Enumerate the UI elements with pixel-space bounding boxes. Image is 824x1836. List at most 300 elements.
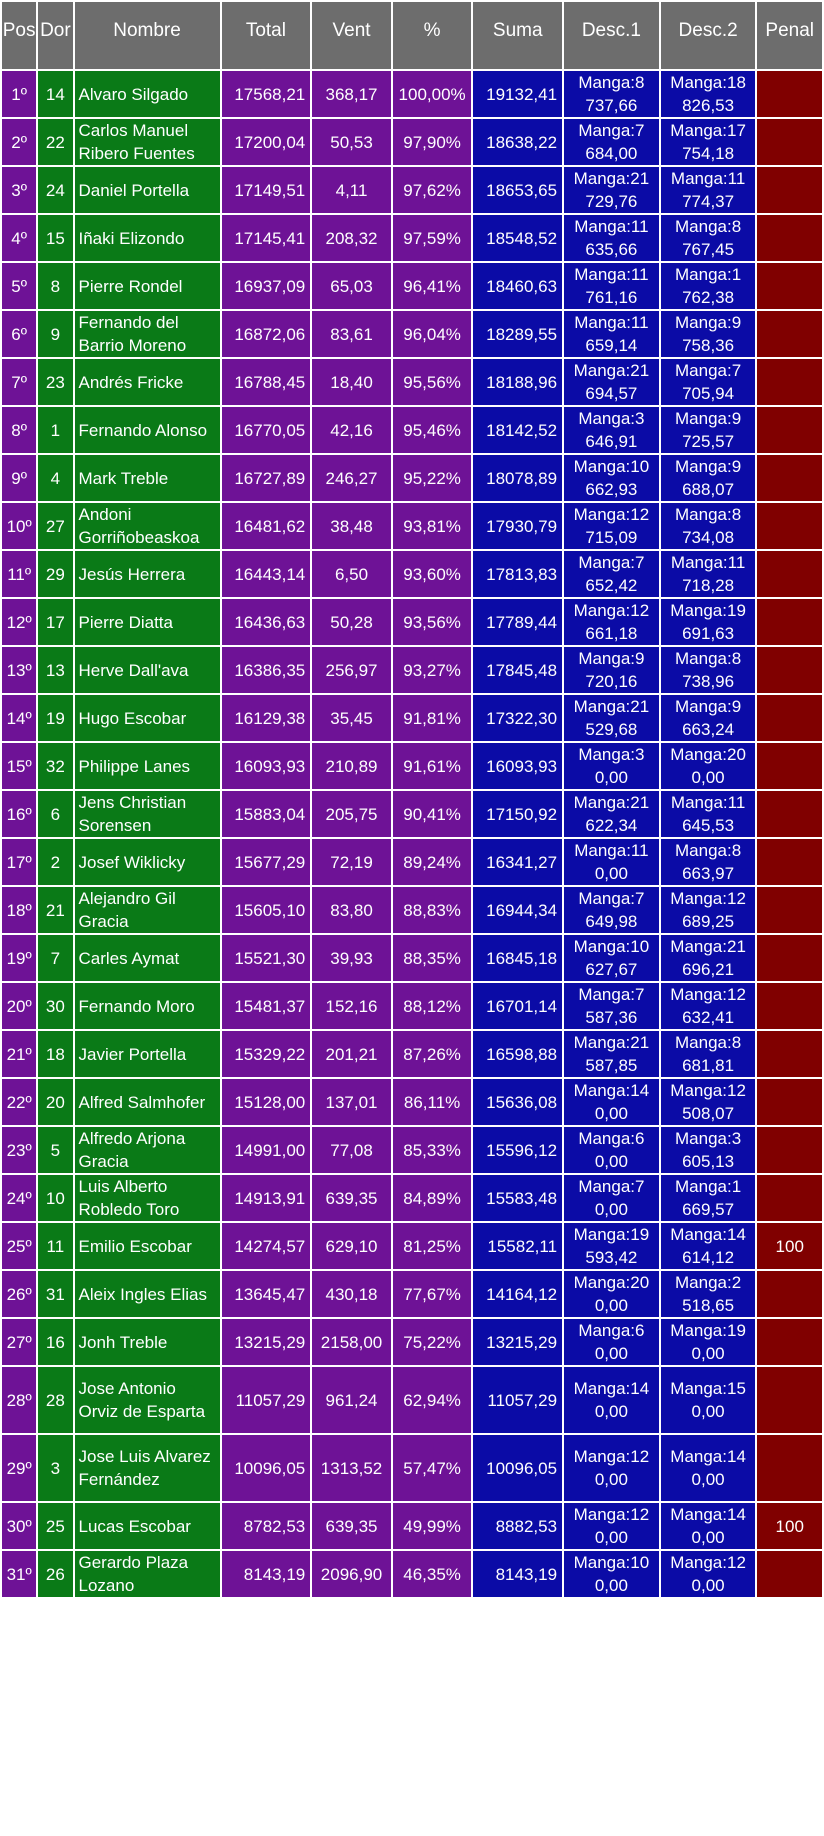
table-row[interactable] bbox=[2, 839, 822, 885]
cell-desc2 bbox=[661, 359, 756, 405]
cell-desc1-manga: Manga:11 bbox=[574, 841, 649, 860]
cell-vent: 961,24 bbox=[312, 1367, 391, 1433]
cell-desc1-value: 720,16 bbox=[585, 672, 638, 691]
cell-dor: 15 bbox=[38, 215, 72, 261]
cell-desc2-value: 508,07 bbox=[682, 1104, 735, 1123]
cell-desc1 bbox=[564, 551, 659, 597]
cell-percent: 93,60% bbox=[393, 551, 472, 597]
cell-suma: 17813,83 bbox=[473, 551, 562, 597]
cell-pos: 7º bbox=[2, 359, 36, 405]
cell-desc1-value: 0,00 bbox=[594, 1470, 628, 1489]
cell-desc1-manga: Manga:8 bbox=[578, 73, 645, 92]
cell-desc1-value: 622,34 bbox=[585, 816, 638, 835]
cell-pos: 27º bbox=[2, 1319, 36, 1365]
cell-desc2-value: 762,38 bbox=[682, 288, 735, 307]
cell-percent: 93,27% bbox=[393, 647, 472, 693]
cell-desc1-value: 694,57 bbox=[585, 384, 638, 403]
header-desc1[interactable]: Desc.1 bbox=[564, 2, 659, 69]
cell-dor: 14 bbox=[38, 71, 72, 117]
cell-pos: 23º bbox=[2, 1127, 36, 1173]
cell-desc1 bbox=[564, 1319, 659, 1365]
table-row[interactable] bbox=[2, 1175, 822, 1221]
table-row[interactable] bbox=[2, 1031, 822, 1077]
cell-desc2-value: 669,57 bbox=[682, 1200, 735, 1219]
table-row[interactable] bbox=[2, 599, 822, 645]
cell-penal bbox=[757, 887, 822, 933]
cell-dor: 17 bbox=[38, 599, 72, 645]
cell-suma: 15596,12 bbox=[473, 1127, 562, 1173]
cell-desc1-manga: Manga:11 bbox=[574, 217, 649, 236]
cell-nombre: Alfredo Arjona Gracia bbox=[75, 1127, 220, 1173]
cell-vent: 83,80 bbox=[312, 887, 391, 933]
cell-desc2-manga: Manga:8 bbox=[675, 1033, 742, 1052]
cell-total: 17145,41 bbox=[222, 215, 311, 261]
cell-suma: 15582,11 bbox=[473, 1223, 562, 1269]
cell-desc2 bbox=[661, 311, 756, 357]
table-row[interactable] bbox=[2, 551, 822, 597]
cell-dor: 8 bbox=[38, 263, 72, 309]
header-vent[interactable]: Vent bbox=[312, 2, 391, 69]
cell-dor: 32 bbox=[38, 743, 72, 789]
cell-desc1-manga: Manga:11 bbox=[574, 313, 649, 332]
cell-nombre: Philippe Lanes bbox=[75, 743, 220, 789]
cell-penal bbox=[757, 1367, 822, 1433]
header-dor[interactable]: Dor bbox=[38, 2, 72, 69]
table-row[interactable] bbox=[2, 647, 822, 693]
cell-total: 15521,30 bbox=[222, 935, 311, 981]
cell-nombre: Aleix Ingles Elias bbox=[75, 1271, 220, 1317]
cell-penal bbox=[757, 1319, 822, 1365]
cell-vent: 639,35 bbox=[312, 1175, 391, 1221]
cell-desc1-value: 0,00 bbox=[594, 1152, 628, 1171]
cell-desc1-manga: Manga:6 bbox=[578, 1129, 645, 1148]
table-row[interactable] bbox=[2, 455, 822, 501]
table-row[interactable] bbox=[2, 311, 822, 357]
cell-desc2-value: 767,45 bbox=[682, 240, 735, 259]
cell-dor: 2 bbox=[38, 839, 72, 885]
cell-vent: 201,21 bbox=[312, 1031, 391, 1077]
cell-suma: 18548,52 bbox=[473, 215, 562, 261]
cell-vent: 2096,90 bbox=[312, 1551, 391, 1597]
cell-dor: 10 bbox=[38, 1175, 72, 1221]
cell-desc1 bbox=[564, 743, 659, 789]
cell-desc1-manga: Manga:3 bbox=[578, 409, 645, 428]
table-row[interactable] bbox=[2, 1503, 822, 1549]
table-row[interactable] bbox=[2, 1435, 822, 1501]
cell-pos: 29º bbox=[2, 1435, 36, 1501]
cell-pos: 30º bbox=[2, 1503, 36, 1549]
cell-desc1-manga: Manga:10 bbox=[573, 937, 650, 956]
table-row[interactable] bbox=[2, 1271, 822, 1317]
cell-total: 16093,93 bbox=[222, 743, 311, 789]
cell-total: 16872,06 bbox=[222, 311, 311, 357]
cell-desc2 bbox=[661, 1031, 756, 1077]
table-row[interactable] bbox=[2, 119, 822, 165]
table-row[interactable] bbox=[2, 1079, 822, 1125]
cell-desc1-manga: Manga:7 bbox=[578, 1177, 645, 1196]
cell-total: 15677,29 bbox=[222, 839, 311, 885]
table-row[interactable] bbox=[2, 935, 822, 981]
cell-percent: 91,81% bbox=[393, 695, 472, 741]
cell-percent: 95,56% bbox=[393, 359, 472, 405]
cell-vent: 629,10 bbox=[312, 1223, 391, 1269]
cell-vent: 639,35 bbox=[312, 1503, 391, 1549]
table-row[interactable] bbox=[2, 263, 822, 309]
cell-pos: 8º bbox=[2, 407, 36, 453]
cell-desc1 bbox=[564, 1079, 659, 1125]
cell-suma: 11057,29 bbox=[473, 1367, 562, 1433]
cell-desc1-value: 715,09 bbox=[585, 528, 638, 547]
cell-vent: 210,89 bbox=[312, 743, 391, 789]
cell-suma: 16845,18 bbox=[473, 935, 562, 981]
cell-dor: 3 bbox=[38, 1435, 72, 1501]
cell-vent: 246,27 bbox=[312, 455, 391, 501]
cell-suma: 18460,63 bbox=[473, 263, 562, 309]
cell-desc1-value: 652,42 bbox=[585, 576, 638, 595]
cell-nombre: Andoni Gorriñobeaskoa bbox=[75, 503, 220, 549]
cell-penal bbox=[757, 839, 822, 885]
cell-vent: 50,28 bbox=[312, 599, 391, 645]
cell-total: 16727,89 bbox=[222, 455, 311, 501]
cell-total: 13645,47 bbox=[222, 1271, 311, 1317]
cell-nombre: Alfred Salmhofer bbox=[75, 1079, 220, 1125]
table-row[interactable] bbox=[2, 1319, 822, 1365]
cell-desc2-manga: Manga:9 bbox=[675, 457, 742, 476]
cell-desc2 bbox=[661, 983, 756, 1029]
cell-desc1 bbox=[564, 71, 659, 117]
cell-dor: 9 bbox=[38, 311, 72, 357]
table-row[interactable] bbox=[2, 695, 822, 741]
cell-desc1-manga: Manga:21 bbox=[573, 793, 650, 812]
cell-penal bbox=[757, 1031, 822, 1077]
cell-desc2 bbox=[661, 839, 756, 885]
cell-suma: 17845,48 bbox=[473, 647, 562, 693]
cell-nombre: Carles Aymat bbox=[75, 935, 220, 981]
cell-desc1-manga: Manga:7 bbox=[578, 889, 645, 908]
cell-nombre: Jose Antonio Orviz de Esparta bbox=[75, 1367, 220, 1433]
cell-penal bbox=[757, 551, 822, 597]
cell-vent: 42,16 bbox=[312, 407, 391, 453]
cell-desc2-value: 632,41 bbox=[682, 1008, 735, 1027]
cell-suma: 15583,48 bbox=[473, 1175, 562, 1221]
cell-desc1-value: 649,98 bbox=[585, 912, 638, 931]
cell-desc2-value: 0,00 bbox=[691, 1344, 725, 1363]
cell-suma: 18653,65 bbox=[473, 167, 562, 213]
cell-penal bbox=[757, 791, 822, 837]
cell-percent: 46,35% bbox=[393, 1551, 472, 1597]
cell-desc1-manga: Manga:9 bbox=[578, 649, 645, 668]
cell-desc2-value: 663,97 bbox=[682, 864, 735, 883]
cell-desc2-value: 663,24 bbox=[682, 720, 735, 739]
cell-nombre: Javier Portella bbox=[75, 1031, 220, 1077]
table-row[interactable] bbox=[2, 1551, 822, 1597]
cell-pos: 31º bbox=[2, 1551, 36, 1597]
cell-percent: 91,61% bbox=[393, 743, 472, 789]
cell-penal bbox=[757, 599, 822, 645]
cell-desc2-value: 614,12 bbox=[682, 1248, 735, 1267]
cell-vent: 2158,00 bbox=[312, 1319, 391, 1365]
cell-vent: 35,45 bbox=[312, 695, 391, 741]
cell-desc1-manga: Manga:10 bbox=[573, 1553, 650, 1572]
cell-suma: 18188,96 bbox=[473, 359, 562, 405]
cell-desc2-manga: Manga:12 bbox=[670, 1081, 746, 1100]
cell-desc2-value: 725,57 bbox=[682, 432, 735, 451]
cell-vent: 152,16 bbox=[312, 983, 391, 1029]
cell-suma: 8143,19 bbox=[473, 1551, 562, 1597]
cell-desc1-value: 635,66 bbox=[585, 240, 638, 259]
cell-desc2-manga: Manga:1 bbox=[675, 1177, 742, 1196]
cell-percent: 97,62% bbox=[393, 167, 472, 213]
cell-desc2-value: 705,94 bbox=[682, 384, 735, 403]
cell-dor: 29 bbox=[38, 551, 72, 597]
cell-dor: 25 bbox=[38, 1503, 72, 1549]
cell-desc1 bbox=[564, 599, 659, 645]
cell-desc2-value: 758,36 bbox=[682, 336, 735, 355]
cell-percent: 57,47% bbox=[393, 1435, 472, 1501]
cell-desc2-manga: Manga:19 bbox=[670, 601, 746, 620]
cell-nombre: Alejandro Gil Gracia bbox=[75, 887, 220, 933]
cell-vent: 72,19 bbox=[312, 839, 391, 885]
cell-pos: 14º bbox=[2, 695, 36, 741]
cell-percent: 100,00% bbox=[393, 71, 472, 117]
cell-total: 16770,05 bbox=[222, 407, 311, 453]
cell-total: 17568,21 bbox=[222, 71, 311, 117]
cell-suma: 18289,55 bbox=[473, 311, 562, 357]
cell-desc2 bbox=[661, 503, 756, 549]
cell-nombre: Herve Dall'ava bbox=[75, 647, 220, 693]
table-row[interactable] bbox=[2, 503, 822, 549]
cell-suma: 8882,53 bbox=[473, 1503, 562, 1549]
table-row[interactable] bbox=[2, 71, 822, 117]
header-nombre[interactable]: Nombre bbox=[75, 2, 220, 69]
cell-desc2-value: 518,65 bbox=[682, 1296, 735, 1315]
cell-desc2-manga: Manga:17 bbox=[670, 121, 746, 140]
table-row[interactable] bbox=[2, 215, 822, 261]
cell-pos: 9º bbox=[2, 455, 36, 501]
cell-nombre: Gerardo Plaza Lozano bbox=[75, 1551, 220, 1597]
cell-dor: 1 bbox=[38, 407, 72, 453]
cell-desc2-value: 696,21 bbox=[682, 960, 735, 979]
table-row[interactable] bbox=[2, 743, 822, 789]
cell-suma: 16598,88 bbox=[473, 1031, 562, 1077]
cell-nombre: Josef Wiklicky bbox=[75, 839, 220, 885]
table-row[interactable] bbox=[2, 887, 822, 933]
header-desc2[interactable]: Desc.2 bbox=[661, 2, 756, 69]
cell-desc1 bbox=[564, 791, 659, 837]
header-penal[interactable]: Penal bbox=[757, 2, 822, 69]
cell-total: 15329,22 bbox=[222, 1031, 311, 1077]
cell-vent: 4,11 bbox=[312, 167, 391, 213]
cell-desc1 bbox=[564, 887, 659, 933]
cell-desc1-value: 593,42 bbox=[585, 1248, 638, 1267]
cell-desc1-value: 659,14 bbox=[585, 336, 638, 355]
cell-vent: 368,17 bbox=[312, 71, 391, 117]
cell-desc2 bbox=[661, 647, 756, 693]
cell-desc2 bbox=[661, 407, 756, 453]
table-row[interactable] bbox=[2, 167, 822, 213]
cell-vent: 256,97 bbox=[312, 647, 391, 693]
cell-desc2-value: 681,81 bbox=[682, 1056, 735, 1075]
cell-dor: 28 bbox=[38, 1367, 72, 1433]
cell-pos: 21º bbox=[2, 1031, 36, 1077]
cell-desc1-value: 0,00 bbox=[594, 864, 628, 883]
cell-desc1-manga: Manga:7 bbox=[578, 121, 645, 140]
cell-desc2-value: 645,53 bbox=[682, 816, 735, 835]
cell-desc2-manga: Manga:14 bbox=[670, 1505, 746, 1524]
cell-desc1-value: 761,16 bbox=[585, 288, 638, 307]
cell-desc1 bbox=[564, 695, 659, 741]
cell-dor: 5 bbox=[38, 1127, 72, 1173]
header-percent[interactable]: % bbox=[393, 2, 472, 69]
table-row[interactable] bbox=[2, 1367, 822, 1433]
cell-dor: 22 bbox=[38, 119, 72, 165]
cell-pos: 15º bbox=[2, 743, 36, 789]
cell-penal bbox=[757, 311, 822, 357]
cell-desc2-value: 0,00 bbox=[691, 768, 725, 787]
cell-pos: 11º bbox=[2, 551, 36, 597]
cell-vent: 205,75 bbox=[312, 791, 391, 837]
cell-desc2 bbox=[661, 1435, 756, 1501]
header-pos[interactable]: Pos bbox=[2, 2, 36, 69]
cell-desc2 bbox=[661, 887, 756, 933]
cell-pos: 1º bbox=[2, 71, 36, 117]
cell-penal bbox=[757, 503, 822, 549]
cell-desc2-manga: Manga:18 bbox=[670, 73, 746, 92]
cell-desc1 bbox=[564, 1175, 659, 1221]
cell-pos: 28º bbox=[2, 1367, 36, 1433]
cell-desc2 bbox=[661, 1175, 756, 1221]
cell-desc1 bbox=[564, 1127, 659, 1173]
cell-desc1 bbox=[564, 935, 659, 981]
cell-vent: 77,08 bbox=[312, 1127, 391, 1173]
cell-desc1-value: 0,00 bbox=[594, 1528, 628, 1547]
cell-total: 16129,38 bbox=[222, 695, 311, 741]
cell-desc1-manga: Manga:10 bbox=[573, 457, 650, 476]
header-total[interactable]: Total bbox=[222, 2, 311, 69]
cell-desc2 bbox=[661, 599, 756, 645]
cell-desc2 bbox=[661, 167, 756, 213]
cell-suma: 18142,52 bbox=[473, 407, 562, 453]
cell-suma: 14164,12 bbox=[473, 1271, 562, 1317]
cell-desc1-value: 0,00 bbox=[594, 1200, 628, 1219]
cell-desc2-manga: Manga:20 bbox=[670, 745, 746, 764]
cell-percent: 96,04% bbox=[393, 311, 472, 357]
cell-total: 8782,53 bbox=[222, 1503, 311, 1549]
cell-dor: 13 bbox=[38, 647, 72, 693]
cell-desc2-manga: Manga:12 bbox=[670, 985, 746, 1004]
cell-vent: 6,50 bbox=[312, 551, 391, 597]
cell-desc1 bbox=[564, 1271, 659, 1317]
cell-desc2-value: 691,63 bbox=[682, 624, 735, 643]
cell-desc2-manga: Manga:3 bbox=[675, 1129, 742, 1148]
cell-percent: 88,35% bbox=[393, 935, 472, 981]
cell-desc2-manga: Manga:11 bbox=[670, 169, 746, 188]
cell-desc2 bbox=[661, 119, 756, 165]
cell-desc2-manga: Manga:1 bbox=[675, 265, 742, 284]
cell-suma: 13215,29 bbox=[473, 1319, 562, 1365]
cell-desc1-manga: Manga:21 bbox=[573, 697, 650, 716]
cell-desc2-manga: Manga:8 bbox=[675, 841, 742, 860]
cell-desc2-value: 826,53 bbox=[682, 96, 735, 115]
cell-desc2-manga: Manga:9 bbox=[675, 697, 742, 716]
cell-total: 17200,04 bbox=[222, 119, 311, 165]
cell-desc1-value: 0,00 bbox=[594, 1402, 628, 1421]
cell-desc2-manga: Manga:14 bbox=[670, 1447, 746, 1466]
cell-desc2-manga: Manga:8 bbox=[675, 649, 742, 668]
cell-penal bbox=[757, 647, 822, 693]
cell-pos: 19º bbox=[2, 935, 36, 981]
cell-penal bbox=[757, 1175, 822, 1221]
cell-percent: 62,94% bbox=[393, 1367, 472, 1433]
cell-percent: 97,59% bbox=[393, 215, 472, 261]
cell-percent: 90,41% bbox=[393, 791, 472, 837]
cell-percent: 88,83% bbox=[393, 887, 472, 933]
cell-penal: 100 bbox=[757, 1503, 822, 1549]
cell-nombre: Carlos Manuel Ribero Fuentes bbox=[75, 119, 220, 165]
cell-desc1 bbox=[564, 647, 659, 693]
cell-dor: 27 bbox=[38, 503, 72, 549]
cell-desc2-manga: Manga:11 bbox=[670, 553, 746, 572]
cell-nombre: Fernando del Barrio Moreno bbox=[75, 311, 220, 357]
cell-percent: 89,24% bbox=[393, 839, 472, 885]
cell-suma: 19132,41 bbox=[473, 71, 562, 117]
table-row[interactable] bbox=[2, 359, 822, 405]
header-suma[interactable]: Suma bbox=[473, 2, 562, 69]
cell-desc2 bbox=[661, 1319, 756, 1365]
cell-total: 15883,04 bbox=[222, 791, 311, 837]
cell-desc1 bbox=[564, 407, 659, 453]
cell-desc2 bbox=[661, 71, 756, 117]
cell-total: 8143,19 bbox=[222, 1551, 311, 1597]
cell-suma: 17789,44 bbox=[473, 599, 562, 645]
cell-pos: 22º bbox=[2, 1079, 36, 1125]
table-row[interactable] bbox=[2, 407, 822, 453]
cell-suma: 10096,05 bbox=[473, 1435, 562, 1501]
cell-dor: 7 bbox=[38, 935, 72, 981]
table-row[interactable] bbox=[2, 791, 822, 837]
cell-desc1 bbox=[564, 215, 659, 261]
cell-desc1 bbox=[564, 359, 659, 405]
cell-desc1-manga: Manga:11 bbox=[574, 265, 649, 284]
cell-desc1-value: 684,00 bbox=[585, 144, 638, 163]
cell-total: 16436,63 bbox=[222, 599, 311, 645]
cell-pos: 24º bbox=[2, 1175, 36, 1221]
cell-penal bbox=[757, 935, 822, 981]
cell-desc1-value: 729,76 bbox=[585, 192, 638, 211]
cell-desc2-value: 0,00 bbox=[691, 1528, 725, 1547]
cell-penal bbox=[757, 359, 822, 405]
cell-desc1-manga: Manga:21 bbox=[573, 361, 650, 380]
cell-desc2-manga: Manga:14 bbox=[670, 1225, 746, 1244]
cell-desc2-manga: Manga:2 bbox=[675, 1273, 742, 1292]
table-row[interactable] bbox=[2, 983, 822, 1029]
cell-total: 15605,10 bbox=[222, 887, 311, 933]
cell-suma: 17930,79 bbox=[473, 503, 562, 549]
cell-nombre: Mark Treble bbox=[75, 455, 220, 501]
cell-desc1-manga: Manga:6 bbox=[578, 1321, 645, 1340]
cell-dor: 4 bbox=[38, 455, 72, 501]
cell-desc1-manga: Manga:20 bbox=[573, 1273, 650, 1292]
cell-percent: 93,81% bbox=[393, 503, 472, 549]
cell-suma: 16701,14 bbox=[473, 983, 562, 1029]
cell-dor: 20 bbox=[38, 1079, 72, 1125]
table-row[interactable] bbox=[2, 1223, 822, 1269]
cell-desc2 bbox=[661, 215, 756, 261]
cell-desc1-manga: Manga:21 bbox=[573, 169, 650, 188]
table-row[interactable] bbox=[2, 1127, 822, 1173]
cell-desc1 bbox=[564, 311, 659, 357]
cell-dor: 21 bbox=[38, 887, 72, 933]
